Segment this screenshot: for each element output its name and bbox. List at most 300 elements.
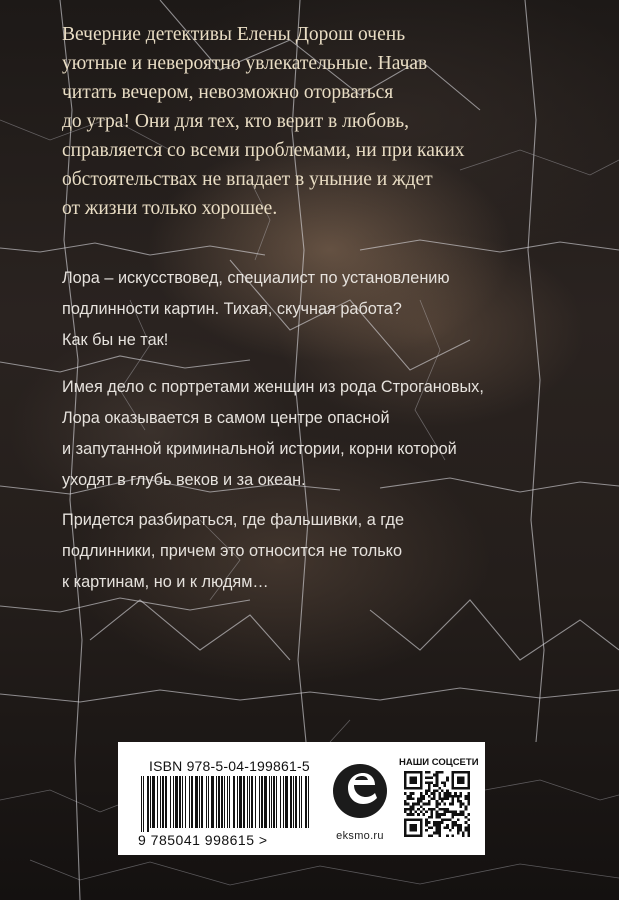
qr-module bbox=[420, 771, 423, 774]
qr-module bbox=[428, 789, 431, 792]
qr-module bbox=[420, 782, 423, 785]
qr-module bbox=[420, 811, 423, 814]
qr-module bbox=[433, 795, 436, 798]
qr-module bbox=[436, 826, 439, 829]
qr-module bbox=[452, 797, 455, 800]
barcode-bar bbox=[255, 776, 256, 828]
synopsis-paragraph-1 bbox=[62, 263, 582, 356]
qr-module bbox=[465, 816, 468, 819]
qr-module bbox=[409, 829, 412, 832]
qr-module bbox=[433, 789, 436, 792]
qr-module bbox=[422, 795, 425, 798]
qr-module bbox=[404, 784, 407, 787]
qr-module bbox=[465, 826, 468, 829]
qr-module bbox=[420, 834, 423, 837]
qr-module bbox=[404, 826, 407, 829]
qr-module bbox=[404, 834, 407, 837]
qr-module bbox=[412, 792, 415, 795]
qr-module bbox=[465, 808, 468, 811]
qr-module bbox=[415, 819, 418, 822]
qr-module bbox=[441, 821, 444, 824]
qr-module bbox=[457, 826, 460, 829]
qr-module bbox=[454, 771, 457, 774]
paragraph-line: подлинники, причем это относится не только bbox=[62, 542, 403, 560]
qr-module bbox=[452, 787, 455, 790]
qr-module bbox=[441, 771, 444, 774]
barcode-bar bbox=[182, 776, 183, 828]
qr-module bbox=[417, 819, 420, 822]
qr-module bbox=[462, 779, 465, 782]
qr-module bbox=[409, 797, 412, 800]
barcode-bar bbox=[224, 776, 225, 828]
qr-module bbox=[436, 784, 439, 787]
barcode-panel bbox=[118, 742, 485, 855]
qr-module bbox=[436, 803, 439, 806]
qr-module bbox=[407, 808, 410, 811]
qr-module bbox=[425, 776, 428, 779]
qr-module bbox=[428, 826, 431, 829]
qr-module bbox=[459, 787, 462, 790]
paragraph-line: Имея дело с портретами женщин из рода Строгановых, bbox=[62, 378, 484, 396]
qr-module bbox=[409, 771, 412, 774]
qr-module bbox=[444, 795, 447, 798]
barcode-bar bbox=[208, 776, 209, 828]
qr-module bbox=[409, 782, 412, 785]
qr-module bbox=[428, 816, 431, 819]
qr-module bbox=[446, 826, 449, 829]
barcode-bar bbox=[269, 776, 270, 828]
barcode-bar bbox=[237, 776, 238, 828]
barcode-bar bbox=[143, 776, 144, 832]
barcode-bar bbox=[247, 776, 248, 828]
qr-module bbox=[467, 797, 470, 800]
barcode-bar bbox=[293, 776, 294, 828]
barcode-bar bbox=[147, 776, 149, 832]
barcode-bar bbox=[283, 776, 284, 828]
qr-module bbox=[441, 808, 444, 811]
qr-module bbox=[436, 771, 439, 774]
qr-module bbox=[446, 834, 449, 837]
qr-module bbox=[409, 808, 412, 811]
qr-module bbox=[459, 829, 462, 832]
qr-module bbox=[407, 795, 410, 798]
qr-module bbox=[454, 787, 457, 790]
qr-module bbox=[444, 808, 447, 811]
qr-module bbox=[430, 826, 433, 829]
qr-module bbox=[457, 832, 460, 835]
qr-module bbox=[420, 779, 423, 782]
qr-module bbox=[438, 826, 441, 829]
qr-module bbox=[438, 795, 441, 798]
qr-module bbox=[417, 787, 420, 790]
qr-module bbox=[404, 787, 407, 790]
barcode-bar bbox=[150, 776, 151, 828]
qr-module bbox=[407, 819, 410, 822]
qr-module bbox=[422, 803, 425, 806]
qr-module bbox=[428, 782, 431, 785]
qr-module bbox=[420, 805, 423, 808]
qr-module bbox=[467, 792, 470, 795]
qr-module bbox=[404, 821, 407, 824]
qr-module bbox=[417, 797, 420, 800]
qr-module bbox=[420, 784, 423, 787]
qr-module bbox=[465, 787, 468, 790]
qr-module bbox=[438, 829, 441, 832]
qr-module bbox=[412, 779, 415, 782]
qr-module bbox=[404, 829, 407, 832]
qr-module bbox=[415, 824, 418, 827]
qr-module bbox=[420, 776, 423, 779]
qr-module bbox=[459, 776, 462, 779]
qr-module bbox=[430, 811, 433, 814]
qr-module bbox=[417, 803, 420, 806]
barcode-bar bbox=[160, 776, 161, 828]
qr-module bbox=[436, 776, 439, 779]
paragraph-line: и запутанной криминальной истории, корни которой bbox=[62, 440, 457, 458]
barcode-bar bbox=[152, 776, 155, 828]
qr-module bbox=[425, 771, 428, 774]
qr-module bbox=[446, 808, 449, 811]
barcode-digits: 9 785041 998615 > bbox=[138, 832, 268, 848]
qr-module bbox=[446, 779, 449, 782]
qr-module bbox=[467, 826, 470, 829]
qr-module bbox=[436, 789, 439, 792]
qr-module bbox=[459, 813, 462, 816]
qr-module bbox=[454, 824, 457, 827]
qr-module bbox=[412, 829, 415, 832]
qr-module bbox=[415, 771, 418, 774]
qr-module bbox=[425, 829, 428, 832]
qr-module bbox=[446, 819, 449, 822]
lead-line: читать вечером, невозможно оторваться bbox=[62, 82, 394, 103]
qr-module bbox=[459, 805, 462, 808]
qr-module bbox=[412, 813, 415, 816]
qr-module bbox=[436, 805, 439, 808]
qr-module bbox=[428, 803, 431, 806]
qr-code-icon bbox=[404, 771, 470, 837]
qr-module bbox=[462, 834, 465, 837]
qr-module bbox=[409, 826, 412, 829]
qr-module bbox=[449, 803, 452, 806]
qr-module bbox=[462, 811, 465, 814]
qr-module bbox=[438, 832, 441, 835]
barcode-bar bbox=[295, 776, 297, 828]
qr-module bbox=[449, 819, 452, 822]
qr-module bbox=[404, 782, 407, 785]
qr-module bbox=[430, 797, 433, 800]
qr-module bbox=[452, 826, 455, 829]
barcode-bar bbox=[299, 776, 300, 828]
qr-module bbox=[420, 832, 423, 835]
paragraph-line: Придется разбираться, где фальшивки, а где bbox=[62, 511, 405, 529]
qr-module bbox=[407, 787, 410, 790]
qr-module bbox=[412, 834, 415, 837]
qr-module bbox=[441, 819, 444, 822]
qr-module bbox=[417, 808, 420, 811]
qr-module bbox=[420, 819, 423, 822]
qr-module bbox=[428, 776, 431, 779]
qr-module bbox=[430, 776, 433, 779]
paragraph-line: Лора оказывается в самом центре опасной bbox=[62, 409, 390, 427]
qr-module bbox=[409, 792, 412, 795]
qr-module bbox=[444, 797, 447, 800]
qr-module bbox=[425, 803, 428, 806]
barcode-bar bbox=[271, 776, 272, 828]
qr-module bbox=[412, 805, 415, 808]
qr-module bbox=[446, 789, 449, 792]
qr-module bbox=[436, 813, 439, 816]
qr-module bbox=[404, 819, 407, 822]
qr-module bbox=[462, 776, 465, 779]
qr-module bbox=[452, 816, 455, 819]
barcode-bar bbox=[233, 776, 235, 828]
qr-module bbox=[415, 779, 418, 782]
qr-module bbox=[412, 797, 415, 800]
qr-module bbox=[467, 784, 470, 787]
qr-module bbox=[462, 782, 465, 785]
qr-module bbox=[459, 782, 462, 785]
barcode-bar bbox=[201, 776, 203, 828]
paragraph-line: подлинности картин. Тихая, скучная работа? bbox=[62, 300, 402, 318]
qr-module bbox=[449, 811, 452, 814]
barcode-bar bbox=[185, 776, 186, 828]
barcode-bar bbox=[191, 776, 193, 828]
qr-module bbox=[438, 834, 441, 837]
qr-module bbox=[467, 774, 470, 777]
qr-module bbox=[422, 813, 425, 816]
qr-module bbox=[444, 811, 447, 814]
qr-module bbox=[452, 813, 455, 816]
qr-module bbox=[452, 811, 455, 814]
qr-module bbox=[428, 800, 431, 803]
qr-module bbox=[454, 811, 457, 814]
qr-module bbox=[412, 776, 415, 779]
barcode-bar bbox=[308, 776, 309, 828]
qr-module bbox=[420, 787, 423, 790]
qr-module bbox=[417, 771, 420, 774]
qr-module bbox=[465, 829, 468, 832]
qr-module bbox=[417, 813, 420, 816]
qr-module bbox=[420, 821, 423, 824]
qr-module bbox=[436, 816, 439, 819]
qr-module bbox=[465, 821, 468, 824]
barcode-bar bbox=[301, 776, 302, 828]
qr-module bbox=[433, 821, 436, 824]
barcode-bar bbox=[305, 776, 307, 828]
qr-module bbox=[428, 795, 431, 798]
qr-module bbox=[425, 789, 428, 792]
qr-module bbox=[467, 819, 470, 822]
qr-module bbox=[420, 829, 423, 832]
qr-module bbox=[409, 834, 412, 837]
qr-module bbox=[449, 792, 452, 795]
barcode-bar bbox=[264, 776, 267, 828]
synopsis-paragraph-2 bbox=[62, 372, 582, 496]
qr-module bbox=[467, 782, 470, 785]
qr-module bbox=[446, 776, 449, 779]
qr-module bbox=[452, 771, 455, 774]
qr-module bbox=[467, 832, 470, 835]
qr-module bbox=[438, 808, 441, 811]
synopsis-paragraph-3 bbox=[62, 505, 582, 598]
qr-module bbox=[454, 813, 457, 816]
qr-module bbox=[433, 824, 436, 827]
barcode-bar bbox=[211, 776, 214, 828]
qr-module bbox=[467, 834, 470, 837]
qr-module bbox=[404, 808, 407, 811]
barcode-bar bbox=[221, 776, 223, 828]
qr-module bbox=[462, 803, 465, 806]
qr-module bbox=[436, 829, 439, 832]
qr-module bbox=[457, 787, 460, 790]
qr-module bbox=[420, 826, 423, 829]
qr-module bbox=[425, 811, 428, 814]
lead-line: справляется со всеми проблемами, ни при каких bbox=[62, 140, 465, 161]
qr-module bbox=[404, 832, 407, 835]
barcode-bar bbox=[157, 776, 158, 828]
qr-module bbox=[454, 795, 457, 798]
qr-module bbox=[412, 787, 415, 790]
qr-module bbox=[415, 803, 418, 806]
qr-module bbox=[430, 792, 433, 795]
barcode-bar bbox=[165, 776, 167, 828]
qr-module bbox=[404, 811, 407, 814]
barcode-bar bbox=[243, 776, 245, 828]
qr-module bbox=[452, 803, 455, 806]
barcode-bar bbox=[227, 776, 228, 828]
qr-module bbox=[457, 779, 460, 782]
qr-module bbox=[459, 792, 462, 795]
qr-module bbox=[452, 776, 455, 779]
qr-module bbox=[415, 829, 418, 832]
qr-module bbox=[409, 776, 412, 779]
qr-module bbox=[457, 829, 460, 832]
paragraph-line: Как бы не так! bbox=[62, 331, 169, 349]
qr-module bbox=[428, 834, 431, 837]
qr-module bbox=[436, 832, 439, 835]
barcode-bar bbox=[239, 776, 242, 828]
qr-module bbox=[446, 795, 449, 798]
qr-module bbox=[436, 774, 439, 777]
qr-module bbox=[433, 774, 436, 777]
barcode-bar bbox=[175, 776, 178, 828]
barcode-bar bbox=[195, 776, 198, 828]
qr-module bbox=[452, 779, 455, 782]
qr-module bbox=[457, 782, 460, 785]
barcode-bar bbox=[285, 776, 288, 828]
qr-module bbox=[467, 824, 470, 827]
qr-module bbox=[436, 821, 439, 824]
qr-module bbox=[417, 834, 420, 837]
qr-module bbox=[433, 832, 436, 835]
qr-module bbox=[425, 782, 428, 785]
qr-module bbox=[438, 787, 441, 790]
eksmo-logo-icon bbox=[332, 758, 388, 824]
qr-module bbox=[467, 787, 470, 790]
qr-module bbox=[462, 813, 465, 816]
qr-module bbox=[422, 808, 425, 811]
qr-module bbox=[428, 787, 431, 790]
qr-module bbox=[441, 789, 444, 792]
qr-module bbox=[441, 782, 444, 785]
lead-line: Вечерние детективы Елены Дорош очень bbox=[62, 24, 406, 45]
qr-module bbox=[412, 803, 415, 806]
qr-module bbox=[415, 826, 418, 829]
qr-module bbox=[459, 826, 462, 829]
barcode-bar bbox=[179, 776, 181, 828]
qr-module bbox=[452, 824, 455, 827]
barcode-bar bbox=[170, 776, 171, 828]
publisher-site: eksmo.ru bbox=[336, 830, 384, 842]
qr-module bbox=[438, 803, 441, 806]
barcode-bar bbox=[251, 776, 253, 828]
qr-module bbox=[438, 813, 441, 816]
qr-module bbox=[467, 800, 470, 803]
qr-module bbox=[467, 795, 470, 798]
qr-module bbox=[459, 795, 462, 798]
qr-module bbox=[457, 776, 460, 779]
qr-module bbox=[438, 821, 441, 824]
qr-module bbox=[438, 816, 441, 819]
qr-module bbox=[407, 813, 410, 816]
barcode-bar bbox=[218, 776, 220, 828]
qr-module bbox=[467, 829, 470, 832]
qr-module bbox=[415, 782, 418, 785]
barcode-bar bbox=[141, 776, 142, 832]
barcode-bar bbox=[173, 776, 174, 828]
qr-module bbox=[459, 824, 462, 827]
qr-module bbox=[462, 832, 465, 835]
qr-module bbox=[409, 787, 412, 790]
barcode-bar bbox=[259, 776, 260, 828]
qr-module bbox=[412, 819, 415, 822]
qr-module bbox=[415, 776, 418, 779]
qr-module bbox=[449, 829, 452, 832]
isbn-label: ISBN 978-5-04-199861-5 bbox=[149, 758, 310, 774]
qr-module bbox=[409, 819, 412, 822]
qr-module bbox=[425, 792, 428, 795]
barcode-bar bbox=[276, 776, 277, 828]
qr-module bbox=[420, 795, 423, 798]
qr-module bbox=[412, 771, 415, 774]
qr-module bbox=[452, 774, 455, 777]
qr-module bbox=[444, 803, 447, 806]
qr-module bbox=[441, 813, 444, 816]
lead-line: до утра! Они для тех, кто верит в любовь, bbox=[62, 111, 410, 132]
barcode-icon bbox=[140, 776, 316, 832]
qr-module bbox=[407, 771, 410, 774]
paragraph-line: уходят в глубь веков и за океан. bbox=[62, 471, 306, 489]
qr-module bbox=[446, 792, 449, 795]
qr-module bbox=[409, 779, 412, 782]
qr-module bbox=[465, 795, 468, 798]
lead-line: уютные и невероятно увлекательные. Начав bbox=[62, 53, 428, 74]
qr-module bbox=[433, 797, 436, 800]
qr-module bbox=[452, 800, 455, 803]
qr-module bbox=[404, 776, 407, 779]
barcode-bar bbox=[261, 776, 263, 828]
qr-module bbox=[467, 803, 470, 806]
qr-module bbox=[433, 792, 436, 795]
barcode-bar bbox=[249, 776, 250, 828]
qr-module bbox=[465, 805, 468, 808]
qr-module bbox=[457, 797, 460, 800]
barcode-bar bbox=[290, 776, 292, 828]
qr-module bbox=[441, 800, 444, 803]
qr-module bbox=[404, 774, 407, 777]
qr-module bbox=[425, 819, 428, 822]
qr-module bbox=[422, 797, 425, 800]
